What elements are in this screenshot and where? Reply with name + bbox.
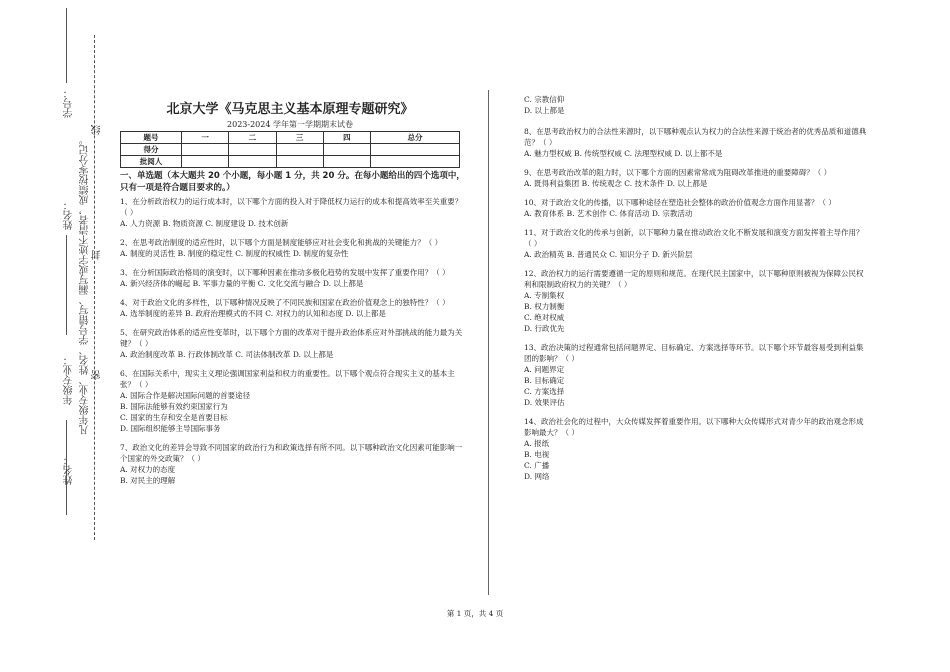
binding-dashed-line [94,35,95,540]
page-footer: 第 1 页，共 4 页 [446,609,504,618]
question-option: A. 魅力型权威 B. 传统型权威 C. 法理型权威 D. 以上都不是 [524,149,723,158]
question-item [524,268,869,334]
score-col-4: 四 [323,132,370,144]
exam-subtitle: 2023-2024 学年第一学期期末试卷 [227,120,353,129]
question-option: A. 问题界定 [524,365,565,374]
score-col-5: 总分 [371,132,460,144]
student-id-blank [66,8,67,83]
question-stem: 4、对于政治文化的多样性，以下哪种情况反映了不同民族和国家在政治价值观念上的独特性？（ ） [120,298,450,307]
binding-seal-mark: 密 [92,370,103,380]
score-col-2: 二 [229,132,276,144]
question-item [524,416,869,482]
question-stem: 11、对于政治文化的传承与创新，以下哪种力量在推动政治文化不断发展和演变方面发挥着主导作用？（ ） [524,228,864,248]
question-option: B. 对民主的理解 [120,476,176,485]
question-item [120,267,465,289]
grade-major-label: 年级专业： [64,355,75,405]
binding-line-mark: 线 [92,125,103,135]
name-label: 姓名： [64,200,75,230]
question-option: D. 网络 [524,472,550,481]
score-table-header-row [121,132,460,144]
question-option: B. 目标确定 [524,376,565,385]
question-option: D. 效果评估 [524,398,565,407]
question-option: A. 政治精英 B. 普通民众 C. 知识分子 D. 新兴阶层 [524,250,693,259]
score-row-label: 批阅人 [121,156,182,168]
question-stem: 10、对于政治文化的传播，以下哪种途径在塑造社会整体的政治价值观念方面作用显著？（ ） [524,198,836,207]
question-item [120,237,465,259]
question-option: A. 报纸 [524,439,550,448]
score-col-1: 一 [182,132,229,144]
question-stem: 14、政治社会化的过程中，大众传媒发挥着重要作用。以下哪种大众传媒形式对青少年的政治观念形成影响最大？（ ） [524,417,864,437]
question-item [524,94,869,116]
question-option: A. 国际合作是解决国际问题的首要途径 [120,391,251,400]
question-option: A. 政治制度改革 B. 行政体制改革 C. 司法体制改革 D. 以上都是 [120,350,334,359]
binding-seal-mark-2: 封 [92,250,103,260]
question-option: B. 国际法能够有效约束国家行为 [120,402,228,411]
question-item [524,167,869,189]
question-option: A. 教育体系 B. 艺术创作 C. 体育活动 D. 宗教活动 [524,209,693,218]
question-stem: 8、在思考政治权力的合法性来源时，以下哪种观点认为权力的合法性来源于统治者的优秀品质和道德典范？（ ） [524,127,867,147]
name-blank [66,235,67,335]
question-item [524,342,869,408]
question-item [120,442,465,486]
question-item [524,197,869,219]
score-col-3: 三 [276,132,323,144]
question-option: A. 人力资源 B. 物质资源 C. 制度建设 D. 技术创新 [120,219,289,228]
question-item [120,368,465,434]
right-column [524,94,869,490]
question-stem: 6、在国际关系中，现实主义理论强调国家利益和权力的重要性。以下哪个观点符合现实主义的基本主张？（ ） [120,369,455,389]
question-item [120,196,465,229]
score-col-0: 题号 [121,132,182,144]
student-id-label: 学号： [64,88,75,118]
question-option: C. 方案选择 [524,387,565,396]
question-item [120,297,465,319]
question-stem: 5、在研究政治体系的适应性变革时，以下哪个方面的改革对于提升政治体系应对外部挑战的能力最为关键？（ ） [120,328,463,348]
question-option: C. 绝对权威 [524,313,565,322]
question-option: C. 广播 [524,461,550,470]
question-item [524,126,869,159]
question-stem: 3、在分析国际政治格局的演变时，以下哪种因素在推动多极化趋势的发展中发挥了重要作用？（ ） [120,268,450,277]
question-item [120,327,465,360]
question-option: B. 权力制衡 [524,302,565,311]
question-option: B. 电视 [524,450,550,459]
question-option: A. 新兴经济体的崛起 B. 军事力量的平衡 C. 文化交流与融合 D. 以上都是 [120,279,364,288]
question-option: A. 对权力的态度 [120,465,176,474]
question-stem: 7、政治文化的差异会导致不同国家的政治行为和政策选择有所不同。以下哪种政治文化因素可能影响一个国家的外交政策？（ ） [120,443,463,463]
question-stem: 1、在分析政治权力的运行成本时，以下哪个方面的投入对于降低权力运行的成本和提高效率至关重要？（ ） [120,197,463,217]
question-option: A. 选举制度的差异 B. 政府治理模式的不同 C. 对权力的认知和态度 D. 以上都是 [120,309,386,318]
column-divider [488,90,489,595]
exam-title: 北京大学《马克思主义基本原理专题研究》 [166,102,414,117]
question-stem: 2、在思考政治制度的适应性时，以下哪个方面是制度能够应对社会变化和挑战的关键能力？（ ） [120,238,443,247]
score-table-row [121,144,460,156]
score-table-row [121,156,460,168]
question-option: A. 专制集权 [524,291,565,300]
score-row-label: 得分 [121,144,182,156]
question-option: C. 宗教信仰 [524,95,565,104]
question-option: D. 国际组织能够主导国际事务 [120,424,221,433]
question-option: C. 国家的生存和安全是首要目标 [120,413,228,422]
score-table [120,131,460,168]
question-item [524,227,869,260]
question-option: D. 行政优先 [524,324,565,333]
left-column [120,170,465,494]
exam-name-label: 姓名： [64,455,75,485]
section-heading: 一、单选题（本大题共 20 个小题，每小题 1 分，共 20 分。在每小题给出的四个选项中，只有一项是符合题目要求的。） [120,171,465,193]
question-stem: 12、政治权力的运行需要遵循一定的原则和规范。在现代民主国家中，以下哪种原则被视为保障公民权利和限制政府权力的关键？（ ） [524,269,864,289]
binding-instruction: 凡年级专业、姓名、学号错写、漏写或字迹不清者，成绩按零分记。 [80,135,91,435]
question-stem: 9、在思考政治改革的阻力时，以下哪个方面的因素常常成为阻碍改革推进的重要障碍？（ ） [524,168,832,177]
question-stem: 13、政治决策的过程通常包括问题界定、目标确定、方案选择等环节。以下哪个环节最容易受到利益集团的影响？（ ） [524,343,864,363]
question-option: A. 制度的灵活性 B. 制度的稳定性 C. 制度的权威性 D. 制度的复杂性 [120,249,349,258]
question-option: A. 既得利益集团 B. 传统观念 C. 技术条件 D. 以上都是 [524,179,708,188]
question-option: D. 以上都是 [524,106,565,115]
